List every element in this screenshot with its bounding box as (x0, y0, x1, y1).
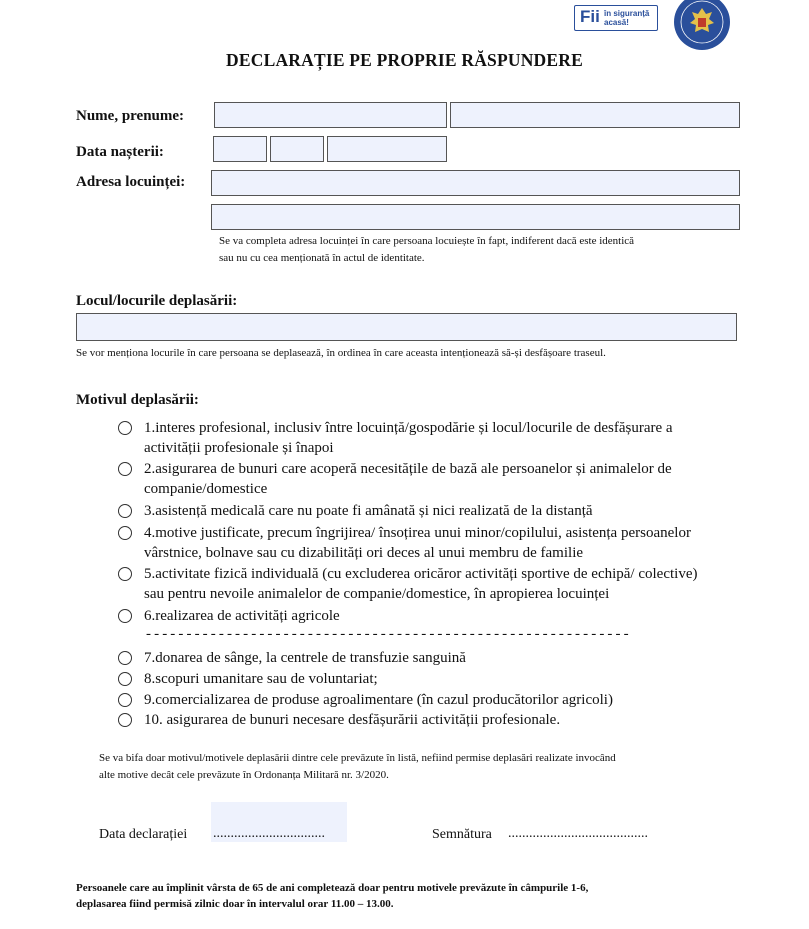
reason-text: 10. asigurarea de bunuri necesare desfășurării activității profesionale. (144, 712, 561, 728)
reason-text: 4.motive justificate, precum îngrijirea/ însoțirea unui minor/copilului, asistența persoanelor vârstnice, bolnave sau cu dizabilități ori deces al unui membru de familie (144, 525, 691, 561)
government-seal-icon (672, 0, 732, 52)
birth-year-input[interactable] (328, 137, 446, 161)
address-input-line2[interactable] (212, 205, 739, 229)
signature-label: Semnătura (432, 827, 492, 842)
last-name-input[interactable] (215, 103, 446, 127)
page-title: DECLARAȚIE PE PROPRIE RĂSPUNDERE (226, 50, 583, 70)
reason-text: 7.donarea de sânge, la centrele de transfuzie sanguină (144, 650, 466, 666)
reason-text: 8.scopuri umanitare sau de voluntariat; (144, 671, 378, 687)
birth-month-input[interactable] (271, 137, 323, 161)
reason-text: 1.interes profesional, inclusiv între locuință/gospodărie și locul/locurile de desfășurare a activității profesionale și înapoi (144, 420, 673, 456)
radio-button[interactable] (118, 421, 132, 435)
address-field-line1[interactable] (211, 170, 740, 196)
radio-button[interactable] (118, 567, 132, 581)
locations-input[interactable] (77, 314, 736, 340)
reason-separator: ------------------------------------------------------------ (146, 626, 632, 642)
radio-button[interactable] (118, 651, 132, 665)
first-name-input[interactable] (451, 103, 739, 127)
last-name-field[interactable] (214, 102, 447, 128)
name-label: Nume, prenume: (76, 108, 185, 124)
reasons-note: Se va bifa doar motivul/motivele deplasării dintre cele prevăzute în listă, nefiind permise deplasări realizate invocând alte motive decât cele prevăzute în Ordonanța Militară nr. 3/2020. (99, 752, 616, 781)
radio-button[interactable] (118, 526, 132, 540)
birth-date-label: Data nașterii: (76, 144, 164, 160)
radio-button[interactable] (118, 713, 132, 727)
logo-sub-text: în siguranță acasă! (604, 9, 650, 27)
fii-in-siguranta-logo (574, 5, 658, 31)
locations-note: Se vor menționa locurile în care persoana se deplasează, în ordinea în care aceasta intenționează să-și desfășoare traseul. (76, 347, 606, 359)
declaration-date-dots: ................................ (213, 826, 325, 841)
locations-label: Locul/locurile deplasării: (76, 293, 238, 309)
address-field-line2[interactable] (211, 204, 740, 230)
signature-line[interactable]: ........................................ (508, 826, 648, 841)
reason-text: 3.asistență medicală care nu poate fi amânată și nici realizată de la distanță (144, 503, 593, 519)
birth-day-input[interactable] (214, 137, 266, 161)
radio-button[interactable] (118, 504, 132, 518)
age-restriction-note: Persoanele care au împlinit vârsta de 65 de ani completează doar pentru motivele prevăzute în câmpurile 1-6, deplasarea fiind permisă zilnic doar în intervalul orar 11.00 – 13.00. (76, 882, 589, 910)
address-label: Adresa locuinței: (76, 174, 186, 190)
address-input-line1[interactable] (212, 171, 739, 195)
reason-text: 2.asigurarea de bunuri care acoperă necesitățile de bază ale persoanelor și animalelor de companie/domestice (144, 461, 672, 497)
logo-main-text: Fii (580, 7, 600, 26)
locations-field[interactable] (76, 313, 737, 341)
birth-day-field[interactable] (213, 136, 267, 162)
radio-button[interactable] (118, 462, 132, 476)
reason-text: 6.realizarea de activități agricole (144, 608, 340, 624)
address-note: Se va completa adresa locuinței în care persoana locuiește în fapt, indiferent dacă este identică sau nu cu cea menționată în actul de identitate. (219, 235, 635, 264)
first-name-field[interactable] (450, 102, 740, 128)
reason-text: 9.comercializarea de produse agroalimentare (în cazul producătorilor agricoli) (144, 692, 613, 708)
birth-month-field[interactable] (270, 136, 324, 162)
birth-year-field[interactable] (327, 136, 447, 162)
reasons-label: Motivul deplasării: (76, 392, 199, 408)
radio-button[interactable] (118, 672, 132, 686)
reason-text: 5.activitate fizică individuală (cu excluderea oricăror activități sportive de echipă/ colective) sau pentru nevoile animalelor de companie/domestice, în apropierea locuinței (144, 566, 698, 602)
radio-button[interactable] (118, 609, 132, 623)
radio-button[interactable] (118, 693, 132, 707)
declaration-date-label: Data declarației (99, 827, 188, 842)
